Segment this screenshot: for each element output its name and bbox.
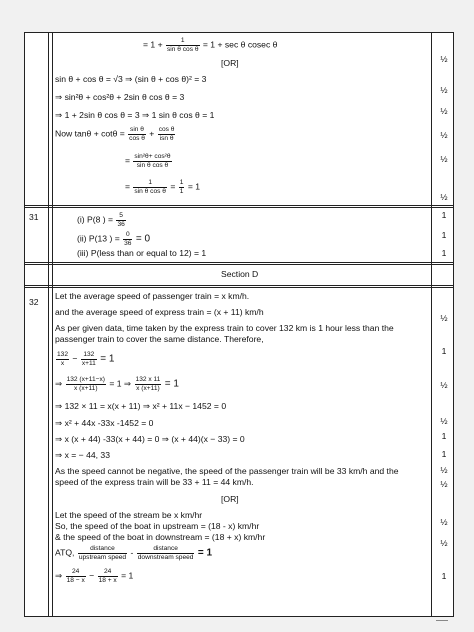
mark-value: ½ (440, 54, 448, 64)
text-line: passenger train to cover the same distance. Therefore, (55, 334, 264, 344)
mark-value: ½ (440, 313, 448, 323)
text-line: and the average speed of express train = (x + 11) km/h (55, 307, 264, 317)
mark-value: 1 (441, 230, 447, 240)
mark-value: 1 (441, 248, 447, 258)
text-line: Let the speed of the stream be x km/hr (55, 510, 203, 520)
table-column-divider (52, 33, 53, 616)
text-line: speed of the express train will be 33 + 11 = 44 km/h. (55, 477, 254, 487)
mark-value: ½ (440, 517, 448, 527)
equation-line: ⇒ $\frac{132 (x+11-x)}{x (x+11)}$ = 1 ⇒ $\frac{132 x 11}{x (x+11)}$ = 1 (55, 376, 179, 392)
or-divider-text: [OR] (221, 58, 239, 68)
mark-value: ½ (440, 85, 448, 95)
equation-line: ⇒ $\frac{24}{18 - x}$ − $\frac{24}{18 + x}$ = 1 (55, 568, 134, 584)
mark-value: ½ (440, 538, 448, 548)
mark-value: ½ (440, 106, 448, 116)
answer-line: (ii) P(13 ) = $\frac{0}{36}$ = 0 (77, 231, 151, 247)
equation-line: ⇒ x² + 44x -33x -1452 = 0 (55, 418, 154, 428)
mark-value: ½ (440, 416, 448, 426)
row-divider (25, 205, 453, 208)
equation-line: = $\frac{1}{\text{sin θ cos θ}}$ = $\frac{1}{1}$ = 1 (125, 179, 201, 195)
equation-line: ⇒ 132 × 11 = x(x + 11) ⇒ x² + 11x − 1452 = 0 (55, 401, 227, 411)
equation-line: ⇒ x (x + 44) -33(x + 44) = 0 ⇒ (x + 44)(x − 33) = 0 (55, 434, 245, 444)
row-divider (25, 285, 453, 288)
mark-value: ½ (440, 130, 448, 140)
section-heading: Section D (221, 269, 259, 279)
mark-value: ½ (440, 380, 448, 390)
equation-line: sin θ + cos θ = √3 ⇒ (sin θ + cos θ)² = 3 (55, 74, 207, 84)
equation-line: ⇒ sin²θ + cos²θ + 2sin θ cos θ = 3 (55, 92, 185, 102)
mark-value: 1 (441, 431, 447, 441)
mark-value: ½ (440, 192, 448, 202)
table-column-divider (48, 33, 49, 616)
text-line: So, the speed of the boat in upstream = (18 - x) km/hr (55, 521, 260, 531)
mark-value: 1 (441, 571, 447, 581)
page-footer-rule (436, 620, 448, 621)
question-number: 32 (29, 297, 39, 307)
mark-value: 1 (441, 210, 447, 220)
mark-value: 1 (441, 346, 447, 356)
text-line: As the speed cannot be negative, the speed of the passenger train will be 33 km/h and the (55, 466, 399, 476)
equation-line: Now tanθ + cotθ = $\frac{\text{sin θ}}{\text{cos θ}}$ + $\frac{\text{cos θ}}{\text{isn θ}}$ (55, 126, 175, 142)
text-line: & the speed of the boat in downstream = (18 + x) km/hr (55, 532, 266, 542)
answer-key-table (24, 32, 454, 617)
or-divider-text: [OR] (221, 494, 239, 504)
mark-value: ½ (440, 479, 448, 489)
equation-line: ⇒ 1 + 2sin θ cos θ = 3 ⇒ 1 sin θ cos θ = 1 (55, 110, 215, 120)
equation-line: $\frac{132}{x}$ − $\frac{132}{x+11}$ = 1 (57, 351, 115, 367)
text-line: As per given data, time taken by the express train to cover 132 km is 1 hour less than the (55, 323, 394, 333)
equation-line: ⇒ x = − 44, 33 (55, 450, 110, 460)
mark-value: ½ (440, 465, 448, 475)
text-line: Let the average speed of passenger train = x km/h. (55, 291, 250, 301)
mark-value: ½ (440, 154, 448, 164)
equation-line: ATQ, $\frac{\text{distance}}{\text{upstream speed}}$ - $\frac{\text{distance}}{\text{downstream speed}}$ = 1 (55, 545, 213, 561)
equation-line: = $\frac{\text{sin²θ+ cos²θ}}{\text{sin θ cos θ}}$ (125, 153, 171, 169)
row-divider (25, 262, 453, 265)
answer-line: (iii) P(less than or equal to 12) = 1 (77, 248, 207, 258)
table-column-divider (431, 33, 432, 616)
answer-line: (i) P(8 ) = $\frac{5}{36}$ (77, 212, 125, 228)
question-number: 31 (29, 212, 39, 222)
equation-line: = 1 + $\frac{1}{\text{sin θ cos θ}}$ = 1 + sec θ cosec θ (143, 37, 278, 53)
mark-value: 1 (441, 449, 447, 459)
